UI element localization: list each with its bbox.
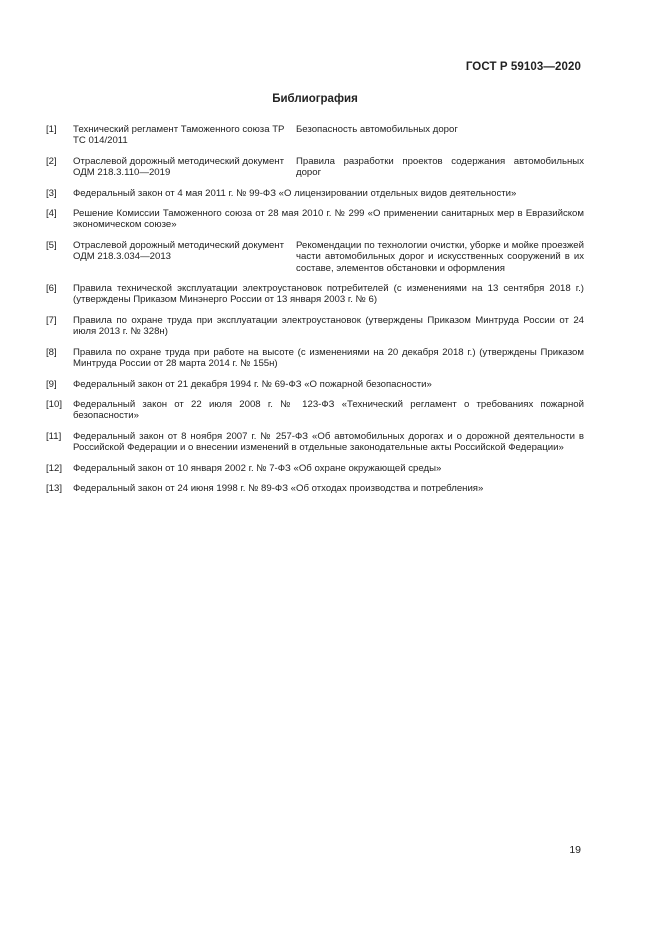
bibliography-entry bbox=[46, 283, 584, 306]
entry-text: Федеральный закон от 4 мая 2011 г. № 99-ФЗ «О лицензировании отдельных видов деятельности» bbox=[73, 187, 517, 199]
bibliography-entry bbox=[46, 208, 584, 231]
entry-number: [1] bbox=[46, 124, 57, 135]
bibliography-entry bbox=[46, 431, 584, 454]
page-title: Библиография bbox=[272, 93, 358, 105]
bibliography-entry bbox=[46, 240, 584, 274]
bibliography-entry bbox=[46, 315, 584, 338]
bibliography-entry bbox=[46, 124, 584, 147]
entry-number: [8] bbox=[46, 346, 57, 358]
entry-text: Федеральный закон от 8 ноября 2007 г. № 257-ФЗ «Об автомобильных дорогах и о дорожной деятельности в Российской Федерации и о внесении изменений в отдельные законодательные акты Российской Федерации» bbox=[73, 430, 584, 454]
entry-number: [3] bbox=[46, 187, 57, 199]
bibliography-entry bbox=[46, 463, 584, 474]
entry-text: Федеральный закон от 10 января 2002 г. № 7-ФЗ «Об охране окружающей среды» bbox=[73, 462, 442, 474]
entry-text: Решение Комиссии Таможенного союза от 28 мая 2010 г. № 299 «О применении санитарных мер в Евразийском экономическом союзе» bbox=[73, 208, 584, 231]
entry-text: Федеральный закон от 21 декабря 1994 г. № 69-ФЗ «О пожарной безопасности» bbox=[73, 378, 432, 390]
entry-number: [6] bbox=[46, 283, 57, 295]
entry-title: Рекомендации по технологии очистки, уборке и мойке проезжей части автомобильных дорог и искусственных сооружений в их составе, элементов обстановки и оформления bbox=[296, 239, 584, 274]
entry-number: [11] bbox=[46, 430, 62, 442]
entry-text: Правила по охране труда при эксплуатации электроустановок (утверждены Приказом Минтруда России от 24 июля 2013 г. № 328н) bbox=[73, 314, 584, 338]
entry-number: [12] bbox=[46, 462, 63, 474]
bibliography-entry bbox=[46, 156, 584, 179]
entry-designation: Отраслевой дорожный методический документ ОДМ 218.3.034—2013 bbox=[73, 239, 284, 263]
entry-number: [13] bbox=[46, 482, 63, 494]
entry-number: [4] bbox=[46, 208, 57, 220]
entry-designation: Отраслевой дорожный методический документ ОДМ 218.3.110—2019 bbox=[73, 155, 284, 179]
entry-text: Федеральный закон от 24 июня 1998 г. № 89-ФЗ «Об отходах производства и потребления» bbox=[73, 482, 484, 494]
bibliography-entry bbox=[46, 379, 584, 390]
bibliography-list bbox=[46, 124, 584, 503]
bibliography-entry bbox=[46, 483, 584, 494]
entry-text: Правила по охране труда при работе на высоте (с изменениями на 20 декабря 2018 г.) (утверждены Приказом Минтруда России от 28 марта 2014 г. № 155н) bbox=[73, 346, 584, 370]
page-number: 19 bbox=[569, 844, 581, 856]
entry-text: Правила технической эксплуатации электроустановок потребителей (с изменениями на 13 сентября 2018 г.) (утверждены Приказом Минэнерго России от 13 января 2003 г. № 6) bbox=[73, 283, 584, 306]
entry-title: Правила разработки проектов содержания автомобильных дорог bbox=[296, 155, 584, 179]
bibliography-entry bbox=[46, 188, 584, 199]
entry-number: [9] bbox=[46, 378, 57, 390]
entry-number: [10] bbox=[46, 398, 63, 410]
bibliography-entry bbox=[46, 347, 584, 370]
bibliography-entry bbox=[46, 399, 584, 422]
entry-number: [2] bbox=[46, 155, 57, 167]
entry-designation: Технический регламент Таможенного союза ТР ТС 014/2011 bbox=[73, 124, 285, 147]
entry-number: [5] bbox=[46, 239, 57, 251]
entry-text: Федеральный закон от 22 июля 2008 г. № 123-ФЗ «Технический регламент о требованиях пожарной безопасности» bbox=[73, 398, 584, 422]
entry-title: Безопасность автомобильных дорог bbox=[296, 124, 458, 135]
document-code: ГОСТ Р 59103—2020 bbox=[465, 61, 581, 73]
entry-number: [7] bbox=[46, 314, 57, 326]
